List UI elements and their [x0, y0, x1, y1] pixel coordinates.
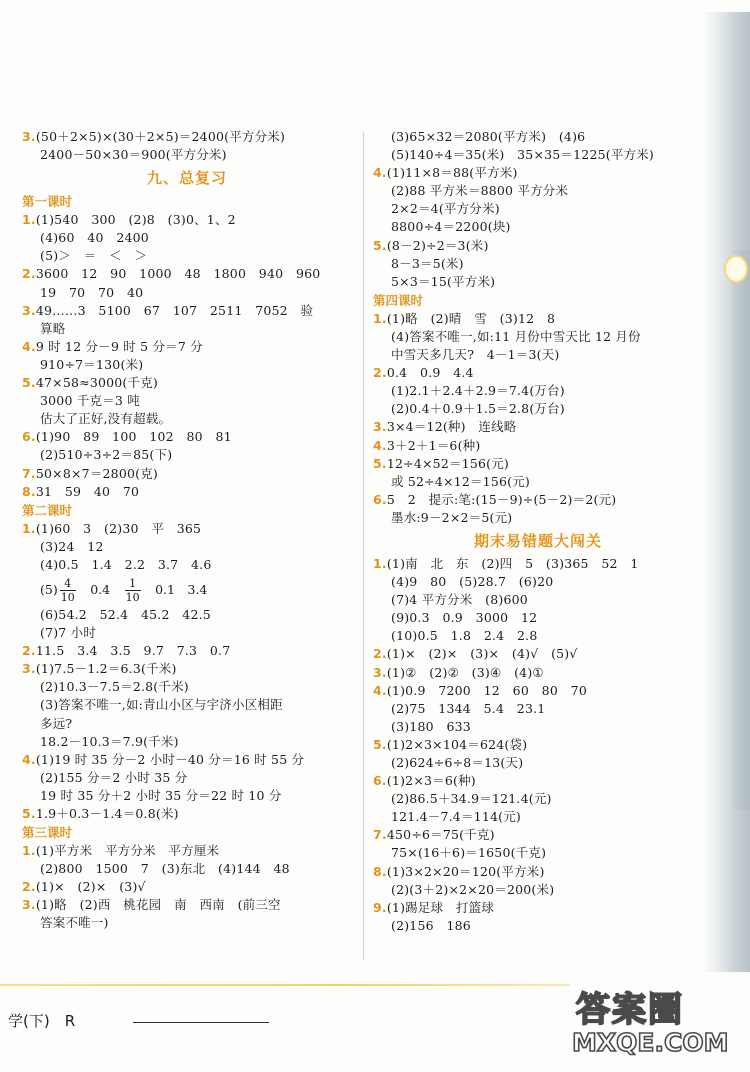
answer-text: (7)7 小时 [40, 625, 97, 641]
answer-line [373, 664, 703, 682]
right-column [373, 128, 703, 935]
answer-text: (1)2.1＋2.4＋2.9＝7.4(万台) [391, 383, 565, 399]
answer-line [373, 455, 703, 473]
answer-text: 121.4－7.4＝114(元) [391, 809, 521, 825]
lesson-heading-4: 第四课时 [373, 292, 424, 308]
answer-line [22, 446, 352, 464]
answer-text: (1)南 北 东 (2)四 5 (3)365 52 1 [386, 555, 639, 571]
item-number: 5. [22, 375, 36, 391]
answer-text: 3×4＝12(种) 连线略 [386, 419, 517, 435]
answer-text: (1)2×3＝6(种) [386, 773, 476, 789]
answer-text: (1)踢足球 打篮球 [386, 899, 495, 915]
item-number: 2. [22, 879, 36, 895]
answer-line [373, 346, 703, 364]
answer-text: (2)510÷3÷2＝85(下) [40, 447, 173, 463]
answer-text: (5)＞ ＝ ＜ ＞ [40, 248, 148, 264]
footer-rule [0, 984, 570, 986]
answer-text: (1)11×8＝88(平方米) [386, 165, 518, 181]
answer-line [373, 273, 703, 291]
item-number: 3. [22, 897, 36, 913]
answer-line [373, 491, 703, 509]
answer-text: (4)0.5 1.4 2.2 3.7 4.6 [40, 556, 212, 572]
answer-line [22, 914, 352, 932]
watermark-url: MXQE.COM [572, 1028, 729, 1057]
answer-text: (2)800 1500 7 (3)东北 (4)144 48 [40, 861, 290, 877]
item-number: 1. [22, 520, 36, 536]
frac-mid: 0.4 [77, 581, 123, 597]
answer-line [373, 917, 703, 935]
answer-line [22, 842, 352, 860]
answer-line [373, 627, 703, 645]
answer-line [373, 237, 703, 255]
answer-line [373, 645, 703, 663]
watermark-logo [572, 982, 744, 1068]
footer-blank-line [133, 1022, 269, 1023]
item-number: 3. [22, 302, 36, 318]
answer-text: (1)3×2×20＝120(平方米) [386, 863, 545, 879]
item-number: 3. [373, 664, 387, 680]
answer-line [22, 715, 352, 733]
lesson-heading-2: 第二课时 [22, 502, 73, 518]
item-number: 2. [22, 643, 36, 659]
item-number: 6. [373, 491, 387, 507]
fraction-2-numerator: 1 [125, 577, 141, 591]
answer-text: (4)9 80 (5)28.7 (6)20 [391, 574, 554, 590]
item-number: 3. [22, 129, 36, 144]
item-number: 5. [22, 806, 36, 821]
item-number: 2. [373, 365, 387, 381]
answer-line [373, 382, 703, 400]
answer-line [22, 356, 352, 374]
answer-text: (3)24 12 [40, 538, 104, 554]
answer-text: 19 时 35 分＋2 小时 35 分＝22 时 10 分 [40, 787, 282, 803]
answer-text: (2)88 平方米＝8800 平方分米 [391, 183, 569, 199]
answer-line [22, 787, 352, 805]
section-title-final: 期末易错题大闯关 [473, 531, 602, 550]
answer-line [22, 428, 352, 446]
answer-line [22, 284, 352, 302]
item-number: 2. [22, 266, 36, 282]
fraction-1-numerator: 4 [60, 577, 76, 591]
answer-text: 910÷7＝130(米) [40, 356, 144, 372]
answer-text: 2×2＝4(平方分米) [391, 201, 500, 217]
answer-text: (2)156 186 [391, 917, 471, 933]
answer-text: (8－2)÷2＝3(米) [386, 237, 489, 253]
item-number: 8. [22, 483, 36, 499]
answer-line [373, 182, 703, 200]
answer-text: 中雪天多几天? 4－1＝3(天) [391, 347, 560, 363]
answer-line [373, 473, 703, 491]
answer-line [22, 606, 352, 624]
answer-line [373, 418, 703, 436]
answer-line [373, 682, 703, 700]
answer-text: (50＋2×5)×(30＋2×5)＝2400(平方分米) [35, 129, 286, 144]
answer-text: (10)0.5 1.8 2.4 2.8 [391, 628, 538, 644]
edge-tab-mark [724, 255, 748, 283]
fraction-1 [60, 577, 76, 604]
answer-line [22, 860, 352, 878]
answer-line [22, 696, 352, 714]
answer-text: 8－3＝5(米) [391, 255, 464, 271]
answer-text: (1)② (2)② (3)④ (4)① [386, 664, 544, 680]
answer-line [22, 642, 352, 660]
answer-line [22, 265, 352, 283]
answer-line [22, 805, 352, 823]
section-title-review: 九、总复习 [146, 169, 227, 188]
answer-text: 49……3 5100 67 107 2511 7052 验 [35, 302, 314, 318]
item-number: 8. [373, 863, 387, 879]
answer-text: (1)平方米 平方分米 平方厘米 [35, 843, 220, 859]
answer-line [22, 374, 352, 392]
item-number: 4. [373, 165, 387, 181]
answer-text: 5 2 提示:笔:(15－9)÷(5－2)＝2(元) [386, 491, 617, 507]
answer-text: (1)× (2)× (3)× (4)√ (5)√ [386, 646, 578, 662]
answer-line [373, 899, 703, 917]
answer-text: (2)10.3－7.5＝2.8(千米) [40, 679, 189, 695]
answer-text: 3000 千克＝3 吨 [40, 393, 140, 409]
answer-line [373, 772, 703, 790]
answer-line [22, 465, 352, 483]
answer-text: (1)90 89 100 102 80 81 [35, 429, 232, 445]
answer-line [373, 255, 703, 273]
answer-line [373, 164, 703, 182]
answer-text: (1)× (2)× (3)√ [35, 879, 146, 895]
fraction-2-denominator: 10 [125, 590, 140, 604]
frac-pre: (5) [40, 581, 58, 597]
answer-line [22, 896, 352, 914]
answer-text: 3600 12 90 1000 48 1800 940 960 [35, 266, 321, 282]
answer-line [22, 247, 352, 265]
lesson-heading-3: 第三课时 [22, 825, 73, 841]
item-number: 5. [373, 237, 387, 253]
answer-line [22, 410, 352, 428]
item-number: 6. [373, 773, 387, 789]
item-number: 3. [373, 419, 387, 435]
answer-text: (1)19 时 35 分－2 小时－40 分＝16 时 55 分 [35, 751, 305, 767]
fraction-2 [125, 577, 141, 604]
answer-line [373, 573, 703, 591]
answer-line [373, 700, 703, 718]
answer-text: 答案不唯一) [40, 915, 109, 931]
answer-line [22, 751, 352, 769]
fraction-1-denominator: 10 [60, 590, 75, 604]
item-number: 7. [373, 827, 387, 843]
answer-text: 估大了正好,没有超载。 [40, 411, 172, 427]
answer-text: (2)0.4＋0.9＋1.5＝2.8(万台) [391, 401, 565, 417]
answer-line [22, 338, 352, 356]
answer-line [373, 808, 703, 826]
answer-line [22, 146, 352, 164]
answer-line [22, 556, 352, 574]
answer-line [373, 736, 703, 754]
answer-line [373, 826, 703, 844]
answer-text: (4)60 40 2400 [40, 230, 149, 246]
answer-line [373, 754, 703, 772]
answer-line [22, 229, 352, 247]
item-number: 5. [373, 736, 387, 752]
answer-line [22, 678, 352, 696]
answer-line [373, 844, 703, 862]
answer-text: 算略 [40, 320, 66, 336]
answer-line: (3)65×32＝2080(平方米) (4)6 [391, 129, 586, 144]
answer-line [22, 483, 352, 501]
answer-text: (1)7.5－1.2＝6.3(千米) [35, 661, 177, 677]
answer-line [373, 364, 703, 382]
answer-line [22, 392, 352, 410]
answer-text: 75×(16＋6)＝1650(千克) [391, 845, 547, 861]
answer-line [373, 200, 703, 218]
answer-line [22, 624, 352, 642]
answer-text: (1)略 (2)西 桃花园 南 西南 (前三空 [35, 897, 281, 913]
answer-text: 9 时 12 分－9 时 5 分＝7 分 [35, 338, 203, 354]
answer-text: 11.5 3.4 3.5 9.7 7.3 0.7 [35, 643, 231, 659]
answer-text: (1)2×3×104＝624(袋) [386, 736, 528, 752]
answer-text: (2)(3＋2)×2×20＝200(米) [391, 881, 555, 897]
answer-text: 墨水:9－2×2＝5(元) [391, 509, 513, 525]
column-divider [363, 132, 364, 960]
answer-line [373, 437, 703, 455]
answer-text: (2)624÷6÷8＝13(天) [391, 755, 524, 770]
answer-line [373, 218, 703, 236]
answer-line: (5)140÷4＝35(米) 35×35＝1225(平方米) [391, 147, 655, 163]
answer-line [373, 790, 703, 808]
page-edge-shadow-dark [730, 250, 750, 810]
answer-text: 或 52÷4×12＝156(元) [391, 473, 530, 489]
fraction-answer-line [22, 574, 352, 606]
item-number: 2. [373, 646, 387, 662]
answer-line [373, 555, 703, 573]
item-number: 3. [22, 661, 36, 677]
frac-post: 0.1 3.4 [142, 581, 208, 597]
answer-line [22, 520, 352, 538]
answer-text: (1)0.9 7200 12 60 80 70 [386, 682, 587, 698]
answer-text: 47×58≈3000(千克) [35, 375, 158, 391]
answer-text: (2)86.5＋34.9＝121.4(元) [391, 791, 552, 807]
item-number: 1. [22, 843, 36, 859]
answer-text: (3)180 633 [391, 718, 471, 734]
item-number: 9. [373, 899, 387, 915]
answer-text: 8800÷4＝2200(块) [391, 219, 511, 235]
item-number: 1. [373, 555, 387, 571]
answer-text: (1)略 (2)晴 雪 (3)12 8 [386, 310, 556, 326]
item-number: 5. [373, 455, 387, 471]
answer-text: (6)54.2 52.4 45.2 42.5 [40, 606, 211, 622]
answer-line [373, 310, 703, 328]
answer-text: 3＋2＋1＝6(种) [386, 437, 481, 453]
answer-text: 31 59 40 70 [35, 483, 140, 499]
item-number: 7. [22, 465, 36, 481]
answer-text: 0.4 0.9 4.4 [386, 365, 474, 381]
item-number: 4. [373, 437, 387, 453]
answer-text: (9)0.3 0.9 3000 12 [391, 610, 538, 626]
answer-text: 18.2－10.3＝7.9(千米) [40, 733, 179, 749]
item-number: 6. [22, 429, 36, 445]
answer-line [22, 211, 352, 229]
answer-line [22, 320, 352, 338]
answer-line [373, 591, 703, 609]
answer-line [22, 660, 352, 678]
answer-line [22, 302, 352, 320]
lesson-heading-1: 第一课时 [22, 194, 73, 210]
item-number: 1. [373, 310, 387, 326]
item-number: 4. [373, 682, 387, 698]
answer-line [22, 128, 352, 146]
answer-line [373, 400, 703, 418]
answer-text: 1.9＋0.3－1.4＝0.8(米) [35, 806, 179, 821]
answer-line [373, 609, 703, 627]
answer-text: 5×3＝15(平方米) [391, 273, 496, 289]
answer-text: (1)540 300 (2)8 (3)0、1、2 [35, 212, 236, 228]
answer-text: (4)答案不唯一,如:11 月份中雪天比 12 月份 [391, 328, 641, 344]
answer-text: 450÷6＝75(千克) [386, 827, 495, 843]
watermark-cn: 答案圈 [576, 990, 684, 1030]
answer-line [22, 769, 352, 787]
left-column [22, 128, 352, 933]
answer-text: (2)75 1344 5.4 23.1 [391, 700, 546, 716]
answer-line [373, 881, 703, 899]
footer-subject-label: 学(下) R [8, 1012, 76, 1030]
answer-line [373, 718, 703, 736]
answer-text: 多远? [40, 715, 73, 731]
answer-line [373, 509, 703, 527]
answer-text: 19 70 70 40 [40, 284, 144, 300]
item-number: 4. [22, 751, 36, 767]
answer-line [373, 863, 703, 881]
item-number: 4. [22, 338, 36, 354]
answer-line [22, 733, 352, 751]
answer-text: (3)答案不唯一,如:青山小区与宇济小区相距 [40, 697, 283, 713]
answer-line [373, 328, 703, 346]
answer-text: 50×8×7＝2800(克) [35, 465, 158, 481]
answer-text: (1)60 3 (2)30 平 365 [35, 520, 202, 536]
answer-line [22, 878, 352, 896]
answer-text: (2)155 分＝2 小时 35 分 [40, 769, 188, 785]
answer-text: (7)4 平方分米 (8)600 [391, 592, 528, 608]
answer-line [22, 538, 352, 556]
answer-text: 12÷4×52＝156(元) [386, 455, 509, 471]
item-number: 1. [22, 212, 36, 228]
answer-text: 2400－50×30＝900(平方分米) [40, 147, 227, 163]
